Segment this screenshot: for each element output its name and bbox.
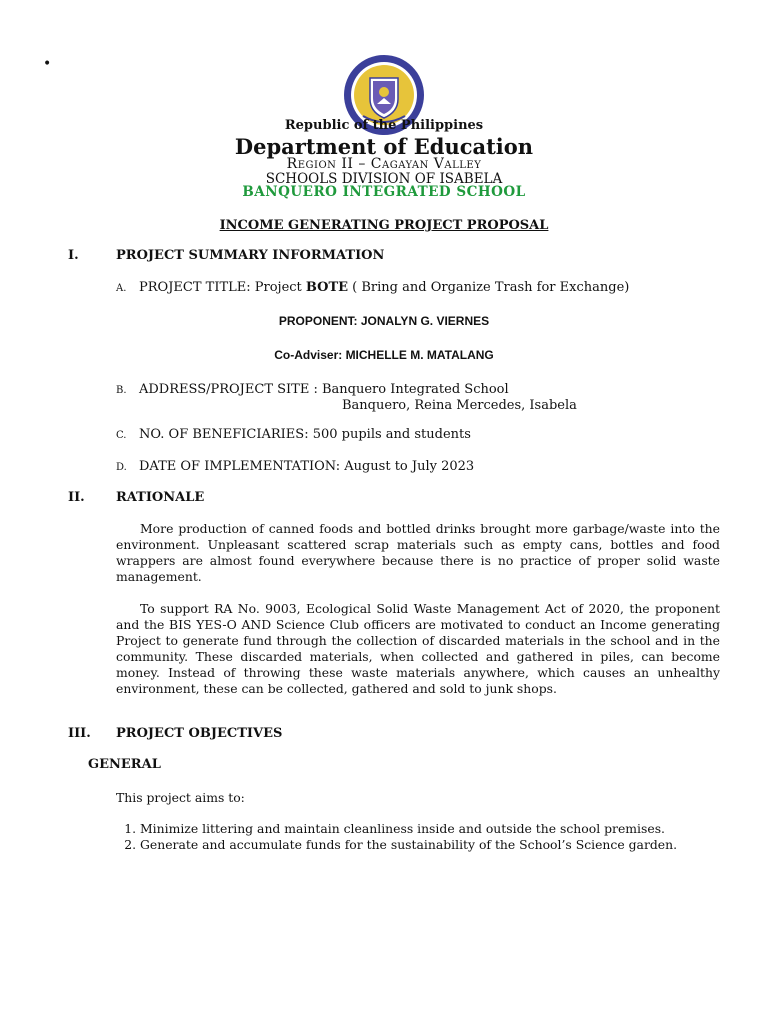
project-site-address: Banquero, Reina Mercedes, Isabela (342, 398, 577, 413)
section-title-summary: PROJECT SUMMARY INFORMATION (116, 248, 385, 263)
general-label: GENERAL (88, 757, 161, 772)
region-heading: Region II – Cagayan Valley (286, 156, 482, 172)
project-title-acronym: BOTE (305, 280, 349, 295)
implementation-date: DATE OF IMPLEMENTATION: August to July 2023 (139, 459, 475, 474)
section-title-objectives: PROJECT OBJECTIVES (116, 726, 283, 741)
section-number: III. (68, 726, 91, 741)
republic-heading: Republic of the Philippines (284, 118, 484, 133)
objectives-intro: This project aims to: (116, 790, 245, 805)
project-title-rest: ( Bring and Organize Trash for Exchange) (348, 280, 630, 295)
project-site: ADDRESS/PROJECT SITE : Banquero Integrated School (139, 382, 509, 397)
division-heading: SCHOOLS DIVISION OF ISABELA (265, 171, 503, 187)
project-title-prefix: PROJECT TITLE: Project (139, 280, 306, 295)
rationale-paragraph-1: More production of canned foods and bottled drinks brought more garbage/waste into the environment. Unpleasant scattered scrap materials such as empty cans, bottles and food wrappers are almost found everywhere because there is no practice of proper solid waste management. (116, 521, 720, 584)
item-label: A. (116, 283, 127, 294)
item-label: D. (116, 462, 127, 473)
document-title: INCOME GENERATING PROJECT PROPOSAL (219, 218, 549, 233)
section-number: II. (68, 490, 85, 505)
item-label: C. (116, 430, 127, 441)
beneficiaries: NO. OF BENEFICIARIES: 500 pupils and students (139, 427, 471, 442)
co-adviser: Co-Adviser: MICHELLE M. MATALANG (274, 348, 494, 362)
section-title-rationale: RATIONALE (116, 490, 205, 505)
stray-dot: • (43, 56, 52, 72)
item-label: B. (116, 385, 127, 396)
project-title (139, 280, 629, 295)
school-name: BANQUERO INTEGRATED SCHOOL (242, 184, 526, 200)
list-item: 1. Minimize littering and maintain cleanliness inside and outside the school premises. (140, 821, 752, 837)
rationale-paragraph-2: To support RA No. 9003, Ecological Solid Waste Management Act of 2020, the proponent and the BIS YES-O AND Science Club officers are motivated to conduct an Income generating Project to generate fund through the collection of discarded materials in the school and in the community. These discarded materials, when collected and gathered in piles, can become money. Instead of throwing these waste materials anywhere, which causes an unhealthy environment, these can be collected, gathered and sold to junk shops. (116, 601, 720, 696)
section-number: I. (68, 248, 79, 263)
objectives-list (116, 821, 752, 853)
list-item: 2. Generate and accumulate funds for the sustainability of the School’s Science garden. (140, 837, 752, 853)
proponent: PROPONENT: JONALYN G. VIERNES (278, 314, 490, 328)
department-heading: Department of Education (234, 134, 534, 159)
